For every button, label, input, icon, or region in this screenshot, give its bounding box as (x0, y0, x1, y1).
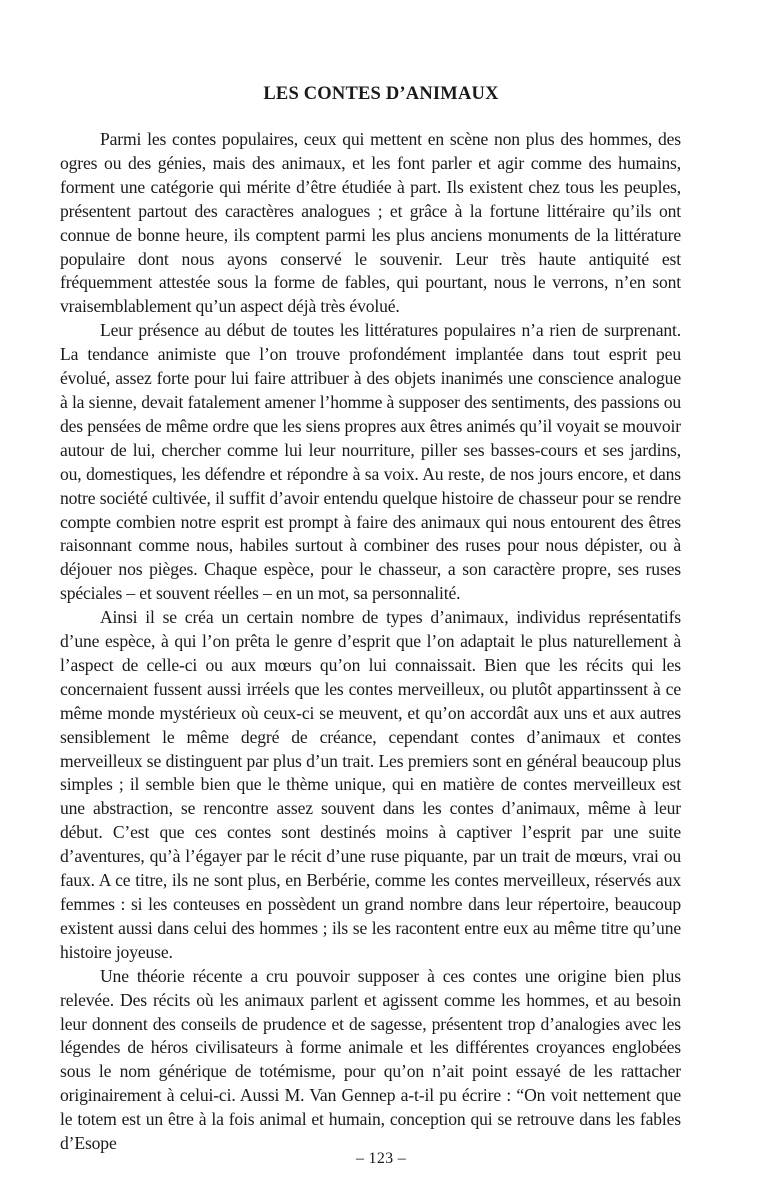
page-number: – 123 – (355, 1150, 407, 1167)
paragraph: Leur présence au début de toutes les littératures populaires n’a rien de surprenant. La tendance animiste que l’on trouve profondément implantée dans tout esprit peu évolué, assez forte pour lui faire attribuer à des objets inanimés une conscience analogue à la sienne, devait fatalement amener l’homme à supposer des sentiments, des passions ou des pensées de même ordre que les siens propres aux êtres animés qu’il voyait se mouvoir autour de lui, chercher comme lui leur nourriture, piller ses basses-cours et ses jardins, ou, domestiques, les défendre et répondre à sa voix. Au reste, de nos jours encore, et dans notre société cultivée, il suffit d’avoir entendu quelque histoire de chasseur pour se rendre compte combien notre esprit est prompt à faire des animaux qui nous entourent des êtres raisonnant comme nous, habiles surtout à combiner des ruses pour nous dépister, ou à déjouer nos pièges. Chaque espèce, pour le chasseur, a son caractère propre, ses ruses spéciales – et souvent réelles – en un mot, sa personnalité. (60, 320, 681, 604)
chapter-title: LES CONTES D’ANIMAUX (263, 84, 499, 104)
paragraph: Une théorie récente a cru pouvoir supposer à ces contes une origine bien plus relevée. Des récits où les animaux parlent et agissent comme les hommes, et au besoin leur donnent des conseils de prudence et de sagesse, présentent trop d’analogies avec les légendes de héros civilisateurs à forme animale et les différentes croyances englobées sous le nom générique de totémisme, pour qu’on n’ait point essayé de les rattacher originairement à celui-ci. Aussi M. Van Gennep a-t-il pu écrire : “On voit nettement que le totem est un être à la fois animal et humain, conception qui se retrouve dans les fables d’Esope (60, 965, 681, 1154)
chapter-body (60, 128, 681, 1156)
paragraph: Ainsi il se créa un certain nombre de types d’animaux, individus représentatifs d’une espèce, à qui l’on prêta le genre d’esprit que l’on adaptait le plus naturellement à l’aspect de celle-ci ou aux mœurs qu’on lui connaissait. Bien que les récits qui les concernaient fussent aussi irréels que les contes merveilleux, ou plutôt appartinssent à ce même monde mystérieux où ceux-ci se meuvent, et qu’on accordât aux uns et aux autres sensiblement le même degré de créance, cependant contes d’animaux et contes merveilleux se distinguent par plus d’un trait. Les premiers sont en général beaucoup plus simples ; il semble bien que le thème unique, qui en matière de contes merveilleux est une abstraction, se rencontre assez souvent dans les contes d’animaux, même à leur début. C’est que ces contes sont destinés moins à captiver l’esprit par une suite d’aventures, qu’à l’égayer par le récit d’une ruse piquante, par un trait de mœurs, vrai ou faux. A ce titre, ils ne sont plus, en Berbérie, comme les contes merveilleux, réservés aux femmes : si les conteuses en possèdent un grand nombre dans leur répertoire, beaucoup existent aussi dans celui des hommes ; ils se les racontent entre eux au même titre qu’une histoire joyeuse. (60, 607, 681, 962)
paragraph: Parmi les contes populaires, ceux qui mettent en scène non plus des hommes, des ogres ou des génies, mais des animaux, et les font parler et agir comme des humains, forment une catégorie qui mérite d’être étudiée à part. Ils existent chez tous les peuples, présentent partout des caractères analogues ; et grâce à la fortune littéraire qu’ils ont connue de bonne heure, ils comptent parmi les plus anciens monuments de la littérature populaire dont nous ayons conservé le souvenir. Leur très haute antiquité est fréquemment attestée sous la forme de fables, qui pourtant, nous le verrons, n’en sont vraisemblablement qu’un aspect déjà très évolué. (60, 129, 681, 317)
